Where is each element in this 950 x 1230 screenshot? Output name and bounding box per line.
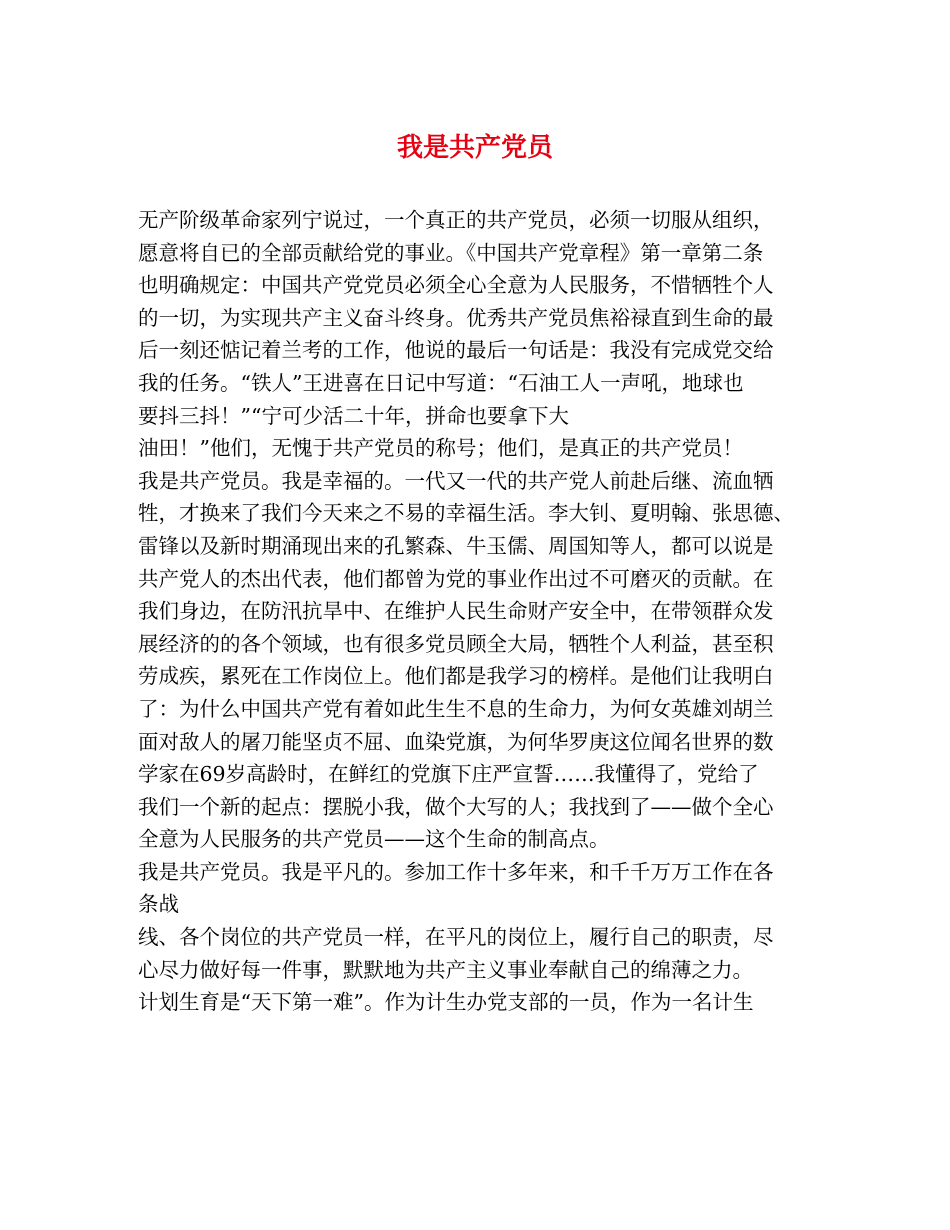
text-line: 雷锋以及新时期涌现出来的孔繁森、牛玉儒、周国知等人，都可以说是 bbox=[138, 533, 774, 558]
text-line: 心尽力做好每一件事，默默地为共产主义事业奉献自己的绵薄之力。 bbox=[138, 957, 753, 982]
text-line: 的一切，为实现共产主义奋斗终身。优秀共产党员焦裕禄直到生命的最 bbox=[138, 305, 774, 330]
text-line: 我们一个新的起点：摆脱小我，做个大写的人；我找到了——做个全心 bbox=[138, 794, 774, 819]
text-line: 无产阶级革命家列宁说过，一个真正的共产党员，必须一切服从组织， bbox=[138, 208, 774, 232]
text-line: 计划生育是“天下第一难”。作为计生办党支部的一员，作为一名计生 bbox=[138, 990, 754, 1015]
text-line: 我是共产党员。我是平凡的。参加工作十多年来，和千千万万工作在各 bbox=[138, 859, 774, 884]
document-body bbox=[138, 204, 828, 1019]
text-line: 条战 bbox=[138, 892, 179, 917]
text-line: 后一刻还惦记着兰考的工作，他说的最后一句话是：我没有完成党交给 bbox=[138, 338, 774, 363]
document-title: 我是共产党员 bbox=[396, 133, 553, 163]
text-line: 劳成疾，累死在工作岗位上。他们都是我学习的榜样。是他们让我明白 bbox=[138, 664, 774, 689]
text-line: 愿意将自已的全部贡献给党的事业。《中国共产党章程》第一章第二条 bbox=[138, 240, 764, 265]
text-line: 学家在69岁高龄时，在鲜红的党旗下庄严宣誓……我懂得了，党给了 bbox=[138, 762, 759, 787]
text-line: 线、各个岗位的共产党员一样，在平凡的岗位上，履行自己的职责，尽 bbox=[138, 925, 774, 950]
text-line: 牲，才换来了我们今天来之不易的幸福生活。李大钊、夏明翰、张思德、 bbox=[138, 501, 794, 526]
text-line: 我的任务。“铁人”王进喜在日记中写道：“石油工人一声吼，地球也 bbox=[138, 370, 744, 395]
text-line: 了：为什么中国共产党有着如此生生不息的生命力，为何女英雄刘胡兰 bbox=[138, 696, 774, 721]
text-line: 共产党人的杰出代表，他们都曾为党的事业作出过不可磨灭的贡献。在 bbox=[138, 566, 774, 591]
text-line: 展经济的的各个领域，也有很多党员顾全大局，牺牲个人利益，甚至积 bbox=[138, 631, 774, 656]
text-line: 我们身边，在防汛抗旱中、在维护人民生命财产安全中，在带领群众发 bbox=[138, 599, 774, 624]
text-line: 面对敌人的屠刀能坚贞不屈、血染党旗，为何华罗庚这位闻名世界的数 bbox=[138, 729, 774, 754]
text-line: 我是共产党员。我是幸福的。一代又一代的共产党人前赴后继、流血牺 bbox=[138, 468, 774, 493]
text-line: 油田！”他们，无愧于共产党员的称号；他们，是真正的共产党员！ bbox=[138, 436, 743, 461]
text-line: 全意为人民服务的共产党员——这个生命的制高点。 bbox=[138, 827, 610, 852]
text-line: 要抖三抖！”“宁可少活二十年，拼命也要拿下大 bbox=[138, 403, 569, 428]
text-line: 也明确规定：中国共产党党员必须全心全意为人民服务，不惜牺牲个人 bbox=[138, 273, 774, 298]
